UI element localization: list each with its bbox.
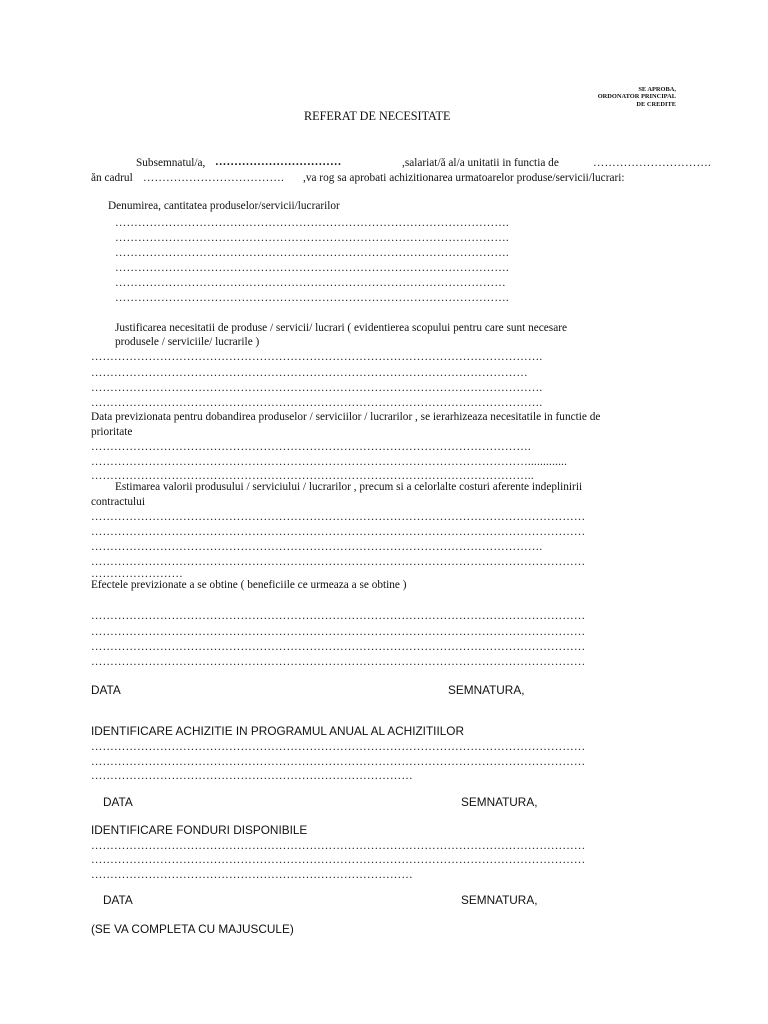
date-priority-label: Data previzionata pentru dobandirea produselor / serviciilor / lucrarilor , se ierarhizeaza necesitatile in functie de: [91, 411, 601, 423]
products-line: ………………………………………………………………………………………….: [115, 262, 509, 274]
justification-line: ……………………………………………………………………………………………………….: [91, 382, 543, 394]
footer-note: (SE VA COMPLETA CU MAJUSCULE): [91, 922, 294, 936]
justification-label: Justificarea necesitatii de produse / servicii/ lucrari ( evidentierea scopului pentru care sunt necesare: [115, 322, 567, 334]
justification-label-cont: produsele / serviciile/ lucrarile ): [115, 336, 260, 348]
document-title: REFERAT DE NECESITATE: [304, 109, 451, 123]
program-line: …………………………………………………………………………: [91, 770, 413, 782]
effects-line: …………………………………………………………………………………………………………………: [91, 641, 586, 653]
intro-function-field: ………………………….: [593, 157, 711, 169]
justification-line: ……………………………………………………………………………………………………….: [91, 351, 543, 363]
signature-label: SEMNATURA,: [448, 683, 525, 697]
effects-label: Efectele previzionate a se obtine ( beneficiile ce urmeaza a se obtine ): [91, 579, 407, 591]
date-priority-line: ……………………………………………………………………………………………………..: [91, 470, 534, 482]
intro-label-within: ăn cadrul: [91, 172, 133, 184]
estimate-line: …………………………………………………………………………………………………………………: [91, 556, 586, 568]
approval-block: [598, 86, 676, 108]
program-line: …………………………………………………………………………………………………………………: [91, 756, 586, 768]
date-priority-line: …………………………………………………………………………………………………….............: [91, 456, 568, 468]
approval-line: ORDONATOR PRINCIPAL: [597, 93, 676, 101]
products-line: ………………………………………………………………………………………….: [115, 247, 509, 259]
program-identification-label: IDENTIFICARE ACHIZITIE IN PROGRAMUL ANUAL AL ACHIZITIILOR: [91, 724, 464, 738]
justification-line: ……………………………………………………………………………………………………….: [91, 397, 543, 409]
approval-line: SE APROBA,: [638, 86, 676, 93]
products-line: …………………………………………………………………………………………: [115, 277, 506, 289]
effects-line: …………………………………………………………………………………………………………………: [91, 610, 586, 622]
intro-label-function: ,salariat/ă al/a unitatii in functia de: [402, 157, 559, 169]
effects-line: …………………………………………………………………………………………………………………: [91, 656, 586, 668]
date-priority-label-cont: prioritate: [91, 426, 133, 438]
estimate-line: …………………………………………………………………………………………………………………: [91, 526, 586, 538]
estimate-label: Estimarea valorii produsului / serviciului / lucrarilor , precum si a celorlalte costuri aferente indeplinirii: [115, 481, 583, 493]
date-label: DATA: [103, 795, 133, 809]
date-label: DATA: [103, 893, 133, 907]
funds-line: …………………………………………………………………………: [91, 869, 413, 881]
date-label: DATA: [91, 683, 121, 697]
estimate-line: ……………………: [91, 568, 183, 580]
funds-identification-label: IDENTIFICARE FONDURI DISPONIBILE: [91, 823, 308, 837]
approval-line: DE CREDITE: [636, 100, 676, 108]
justification-line: ……………………………………………………………………………………………………: [91, 367, 528, 379]
estimate-label-cont: contractului: [91, 496, 145, 508]
signature-label: SEMNATURA,: [461, 893, 538, 907]
program-line: …………………………………………………………………………………………………………………: [91, 741, 586, 753]
estimate-line: …………………………………………………………………………………………………………………: [91, 511, 586, 523]
effects-line: …………………………………………………………………………………………………………………: [91, 626, 586, 638]
intro-department-field: ……………………………….: [143, 172, 284, 184]
products-line: ………………………………………………………………………………………….: [115, 217, 509, 229]
funds-line: …………………………………………………………………………………………………………………: [91, 840, 586, 852]
estimate-line: ……………………………………………………………………………………………………….: [91, 541, 543, 553]
products-label: Denumirea, cantitatea produselor/servicii/lucrarilor: [108, 200, 340, 212]
date-priority-line: …………………………………………………………………………………………………….: [91, 441, 531, 453]
products-line: ………………………………………………………………………………………….: [115, 292, 509, 304]
intro-name-field: ……………………………: [215, 156, 342, 168]
signature-label: SEMNATURA,: [461, 795, 538, 809]
products-line: ………………………………………………………………………………………….: [115, 232, 509, 244]
intro-label-name: Subsemnatul/a,: [136, 157, 206, 169]
funds-line: …………………………………………………………………………………………………………………: [91, 854, 586, 866]
intro-request-text: ,va rog sa aprobati achizitionarea urmatoarelor produse/servicii/lucrari:: [303, 172, 625, 184]
